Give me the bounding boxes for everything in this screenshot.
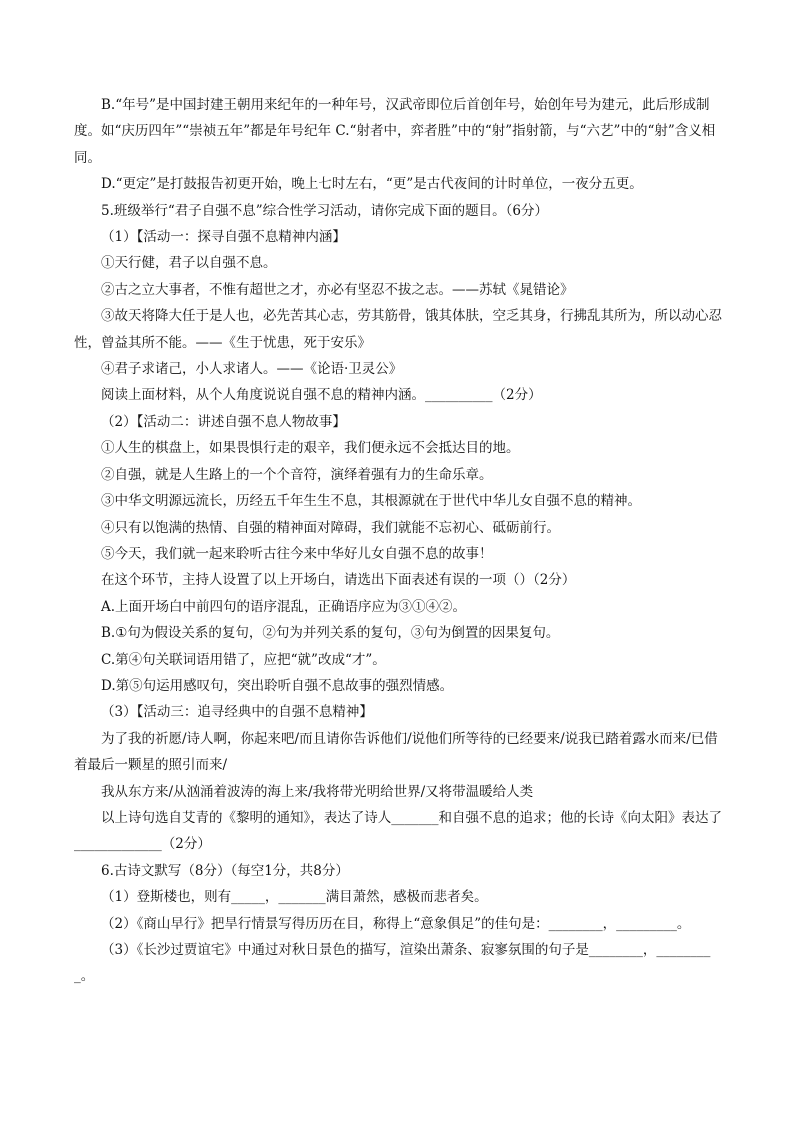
question-5-title: 5.班级举行“君子自强不息”综合性学习活动，请你完成下面的题目。（6分） [101, 202, 549, 219]
opening-sentence-2: ②自强，就是人生路上的一个个音符，演绎着强有力的生命乐章。 [101, 466, 493, 483]
opening-sentence-5: ⑤今天，我们就一起来聆听古往今来中华好儿女自强不息的故事！ [101, 545, 493, 562]
choice-c: C.第④句关联词语用错了，应把“就”改成“才”。 [101, 651, 386, 668]
opening-sentence-4: ④只有以饱满的热情、自强的精神面对障碍，我们就能不忘初心、砥砺前行。 [101, 519, 560, 536]
material-3: ③故天将降大任于是人也，必先苦其心志，劳其筋骨，饿其体肤，空乏其身，行拂乱其所为，所以动心忍性，曾益其所不能。——《生于忧患，死于安乐》 [74, 308, 722, 351]
opening-sentence-3: ③中华文明源远流长，历经五千年生生不息，其根源就在于世代中华儿女自强不息的精神。 [101, 493, 641, 510]
option-d: D.“更定”是打鼓报告初更开始，晚上七时左右，“更”是古代夜间的计时单位，一夜分五更。 [101, 176, 643, 193]
material-4: ④君子求诸己，小人求诸人。——《论语·卫灵公》 [101, 361, 403, 378]
activity-1-question: 阅读上面材料，从个人角度说说自强不息的精神内涵。__________（2分） [101, 387, 542, 404]
poem-excerpt-1: 为了我的祈愿/诗人啊，你起来吧/而且请你告诉他们/说他们所等待的已经要来/说我已踏着露水而来/已借着最后一颗星的照引而来/ [74, 730, 718, 774]
material-2: ②古之立大事者，不惟有超世之才，亦必有坚忍不拔之志。——苏轼《晁错论》 [101, 281, 574, 298]
document-page [74, 92, 722, 990]
activity-1-heading: （1）【活动一：探寻自强不息精神内涵】 [101, 229, 346, 246]
question-6-title: 6.古诗文默写（8分）（每空1分，共8分） [101, 862, 349, 879]
opening-sentence-1: ①人生的棋盘上，如果畏惧行走的艰辛，我们便永远不会抵达目的地。 [101, 440, 520, 457]
choice-d: D.第⑤句运用感叹句，突出聆听自强不息故事的强烈情感。 [101, 677, 454, 694]
question-6-item-1: （1）登斯楼也，则有_____，_______满目萧然，感极而悲者矣。 [101, 889, 488, 906]
choice-a: A.上面开场白中前四句的语序混乱，正确语序应为③①④②。 [101, 598, 467, 615]
activity-3-question: 以上诗句选自艾青的《黎明的通知》，表达了诗人_______和自强不息的追求；他的长诗《向太阳》表达了_____________（2分） [74, 809, 722, 853]
poem-excerpt-2: 我从东方来/从汹涌着波涛的海上来/我将带光明给世界/又将带温暖给人类 [101, 783, 534, 800]
choice-b: B.①句为假设关系的复句，②句为并列关系的复句，③句为倒置的因果复句。 [101, 625, 560, 642]
activity-2-heading: （2）【活动二：讲述自强不息人物故事】 [101, 413, 346, 430]
activity-3-heading: （3）【活动三：追寻经典中的自强不息精神】 [101, 704, 373, 721]
activity-2-question: 在这个环节，主持人设置了以上开场白，请选出下面表述有误的一项（）（2分） [101, 572, 576, 589]
question-6-item-2: （2）《商山早行》把旱行情景写得历历在目，称得上“意象俱足”的佳句是：________，_________。 [101, 915, 691, 932]
question-6-item-3: （3）《长沙过贾谊宅》中通过对秋日景色的描写，渲染出萧条、寂寥氛围的句子是________，_________。 [74, 942, 711, 985]
option-b-c: B.“年号”是中国封建王朝用来纪年的一种年号，汉武帝即位后首创年号，始创年号为建元，此后形成制度。如“庆历四年”“崇祯五年”都是年号纪年 C.“射者中，弈者胜”中的“射”指射箭，与“六艺”中的“射”含义相同。 [74, 97, 716, 166]
material-1: ①天行健，君子以自强不息。 [101, 255, 277, 272]
